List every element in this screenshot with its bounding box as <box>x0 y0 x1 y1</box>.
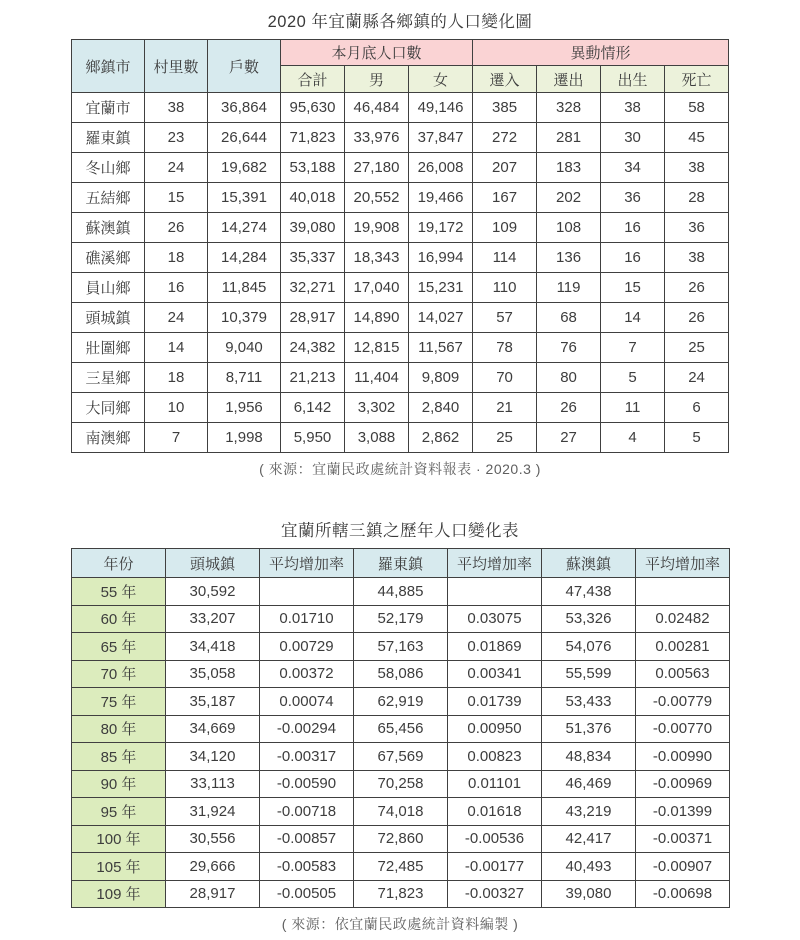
table-cell <box>636 578 730 606</box>
township-name-cell: 宜蘭市 <box>72 93 145 123</box>
table-cell: 37,847 <box>409 123 473 153</box>
year-cell: 85 年 <box>72 743 166 771</box>
table-cell: -0.00990 <box>636 743 730 771</box>
table-cell: -0.00779 <box>636 688 730 716</box>
township-name-cell: 頭城鎮 <box>72 303 145 333</box>
table-cell: 6 <box>665 393 729 423</box>
table-cell: -0.01399 <box>636 798 730 826</box>
table-cell: 42,417 <box>542 825 636 853</box>
year-cell: 55 年 <box>72 578 166 606</box>
table-cell: 183 <box>537 153 601 183</box>
table-cell: 10 <box>145 393 208 423</box>
table-cell: 55,599 <box>542 660 636 688</box>
table-cell: 0.02482 <box>636 605 730 633</box>
table-cell: 23 <box>145 123 208 153</box>
township-name-cell: 壯圍鄉 <box>72 333 145 363</box>
table-cell: 45 <box>665 123 729 153</box>
table-row <box>72 715 730 743</box>
table-cell: 24 <box>145 303 208 333</box>
table-row <box>72 853 730 881</box>
col-subheader: 死亡 <box>665 66 729 93</box>
table-cell: 36 <box>665 213 729 243</box>
township-name-cell: 三星鄉 <box>72 363 145 393</box>
table-cell: -0.00590 <box>260 770 354 798</box>
table-cell: 24,382 <box>281 333 345 363</box>
table-cell: 27 <box>537 423 601 453</box>
table-cell: 15 <box>601 273 665 303</box>
table1-header-row-1 <box>72 40 729 66</box>
table-cell: -0.00177 <box>448 853 542 881</box>
table-cell: 0.01710 <box>260 605 354 633</box>
table-cell: 10,379 <box>208 303 281 333</box>
table-cell: 1,998 <box>208 423 281 453</box>
table-row <box>72 303 729 333</box>
year-cell: 75 年 <box>72 688 166 716</box>
table-cell: 15,391 <box>208 183 281 213</box>
table-row <box>72 880 730 908</box>
table-row <box>72 605 730 633</box>
table-cell: 0.00563 <box>636 660 730 688</box>
table-cell: 34,669 <box>166 715 260 743</box>
table-cell: 26,644 <box>208 123 281 153</box>
table-row <box>72 153 729 183</box>
table-cell: 80 <box>537 363 601 393</box>
table-cell: 32,271 <box>281 273 345 303</box>
table-row <box>72 660 730 688</box>
year-cell: 80 年 <box>72 715 166 743</box>
year-cell: 95 年 <box>72 798 166 826</box>
table-cell: 48,834 <box>542 743 636 771</box>
year-cell: 70 年 <box>72 660 166 688</box>
table-cell: 16 <box>601 243 665 273</box>
township-name-cell: 五結鄉 <box>72 183 145 213</box>
table-cell: 6,142 <box>281 393 345 423</box>
table-cell: -0.00698 <box>636 880 730 908</box>
table-cell: 24 <box>145 153 208 183</box>
table-cell: 21,213 <box>281 363 345 393</box>
col-header: 平均增加率 <box>448 549 542 578</box>
table-cell: 53,433 <box>542 688 636 716</box>
table-row <box>72 578 730 606</box>
table-cell: 14,890 <box>345 303 409 333</box>
table-cell: 25 <box>473 423 537 453</box>
table-cell: 76 <box>537 333 601 363</box>
table-cell: 0.00074 <box>260 688 354 716</box>
table-cell: 52,179 <box>354 605 448 633</box>
table-cell: 4 <box>601 423 665 453</box>
table-cell: 29,666 <box>166 853 260 881</box>
table-cell: -0.00505 <box>260 880 354 908</box>
col-subheader: 女 <box>409 66 473 93</box>
table-cell: 70,258 <box>354 770 448 798</box>
table-cell: 0.01101 <box>448 770 542 798</box>
table-cell: 0.00372 <box>260 660 354 688</box>
table-cell: 34,120 <box>166 743 260 771</box>
table-cell: 58,086 <box>354 660 448 688</box>
table-cell: 26 <box>665 303 729 333</box>
table-cell: 38 <box>601 93 665 123</box>
table-cell: 0.03075 <box>448 605 542 633</box>
table-cell: 43,219 <box>542 798 636 826</box>
table-cell: 11,567 <box>409 333 473 363</box>
table-cell: -0.00371 <box>636 825 730 853</box>
township-name-cell: 冬山鄉 <box>72 153 145 183</box>
table-row <box>72 363 729 393</box>
table-cell: 18,343 <box>345 243 409 273</box>
col-header: 頭城鎮 <box>166 549 260 578</box>
table-cell: 14,274 <box>208 213 281 243</box>
table-cell: 53,188 <box>281 153 345 183</box>
table-cell: 51,376 <box>542 715 636 743</box>
table-cell: 95,630 <box>281 93 345 123</box>
table-cell: -0.00770 <box>636 715 730 743</box>
table-cell: 14,027 <box>409 303 473 333</box>
col-subheader: 出生 <box>601 66 665 93</box>
table-cell: 40,493 <box>542 853 636 881</box>
year-cell: 109 年 <box>72 880 166 908</box>
township-name-cell: 礁溪鄉 <box>72 243 145 273</box>
table-cell: -0.00907 <box>636 853 730 881</box>
table-cell: -0.00583 <box>260 853 354 881</box>
table-cell: 58 <box>665 93 729 123</box>
table2-source: ( 來源：依宜蘭民政處統計資料編製 ) <box>281 916 519 932</box>
year-cell: 90 年 <box>72 770 166 798</box>
table-cell: 26 <box>145 213 208 243</box>
township-name-cell: 大同鄉 <box>72 393 145 423</box>
table-cell: -0.00536 <box>448 825 542 853</box>
year-cell: 65 年 <box>72 633 166 661</box>
table-row <box>72 798 730 826</box>
table-cell: 67,569 <box>354 743 448 771</box>
table-cell: 36 <box>601 183 665 213</box>
table-cell: -0.00317 <box>260 743 354 771</box>
year-cell: 105 年 <box>72 853 166 881</box>
table-cell: 17,040 <box>345 273 409 303</box>
table-cell: 108 <box>537 213 601 243</box>
table-cell: 21 <box>473 393 537 423</box>
table-cell: 78 <box>473 333 537 363</box>
table-cell: 28,917 <box>166 880 260 908</box>
table-cell: 28,917 <box>281 303 345 333</box>
table-cell: 7 <box>145 423 208 453</box>
table-cell: 35,058 <box>166 660 260 688</box>
table-cell: 26 <box>537 393 601 423</box>
col-header: 平均增加率 <box>636 549 730 578</box>
table-cell: 30,556 <box>166 825 260 853</box>
table-cell: 0.00823 <box>448 743 542 771</box>
table-cell: 0.00341 <box>448 660 542 688</box>
table-cell: 34,418 <box>166 633 260 661</box>
table-cell: 44,885 <box>354 578 448 606</box>
table-cell: 38 <box>665 243 729 273</box>
table-row <box>72 393 729 423</box>
table-cell: 71,823 <box>354 880 448 908</box>
table-cell: 68 <box>537 303 601 333</box>
col-header: 平均增加率 <box>260 549 354 578</box>
table2-title: 宜蘭所轄三鎮之歷年人口變化表 <box>281 522 519 540</box>
table-row <box>72 273 729 303</box>
table-cell: 114 <box>473 243 537 273</box>
table-cell: 62,919 <box>354 688 448 716</box>
table-cell: 34 <box>601 153 665 183</box>
table-cell: 30,592 <box>166 578 260 606</box>
table-cell: 47,438 <box>542 578 636 606</box>
table-cell: 38 <box>145 93 208 123</box>
table-cell: 281 <box>537 123 601 153</box>
table-cell: 53,326 <box>542 605 636 633</box>
table-cell: 110 <box>473 273 537 303</box>
table-cell: -0.00857 <box>260 825 354 853</box>
table-cell: 20,552 <box>345 183 409 213</box>
table-cell <box>448 578 542 606</box>
table-cell: 49,146 <box>409 93 473 123</box>
col-subheader: 遷出 <box>537 66 601 93</box>
table-row <box>72 213 729 243</box>
table-cell: 40,018 <box>281 183 345 213</box>
table-cell: 167 <box>473 183 537 213</box>
table-cell: 19,908 <box>345 213 409 243</box>
table-cell: 0.01618 <box>448 798 542 826</box>
table-cell: 5,950 <box>281 423 345 453</box>
table-cell: 36,864 <box>208 93 281 123</box>
table-cell: 18 <box>145 243 208 273</box>
col-subheader: 男 <box>345 66 409 93</box>
table-cell: 0.00950 <box>448 715 542 743</box>
table-cell: 0.00281 <box>636 633 730 661</box>
table-cell: 57,163 <box>354 633 448 661</box>
col-subheader: 合計 <box>281 66 345 93</box>
table-cell: 272 <box>473 123 537 153</box>
table-cell: 12,815 <box>345 333 409 363</box>
col-subheader: 遷入 <box>473 66 537 93</box>
col-header: 羅東鎮 <box>354 549 448 578</box>
table-row <box>72 743 730 771</box>
year-cell: 100 年 <box>72 825 166 853</box>
table-cell: 18 <box>145 363 208 393</box>
table-cell: -0.00294 <box>260 715 354 743</box>
table-cell: 207 <box>473 153 537 183</box>
table-cell: 70 <box>473 363 537 393</box>
table-cell: 385 <box>473 93 537 123</box>
table-cell: 33,113 <box>166 770 260 798</box>
table-cell: 27,180 <box>345 153 409 183</box>
township-name-cell: 蘇澳鎮 <box>72 213 145 243</box>
table-cell: 57 <box>473 303 537 333</box>
table-cell: 0.01739 <box>448 688 542 716</box>
table-row <box>72 183 729 213</box>
table-row <box>72 243 729 273</box>
table-cell: 38 <box>665 153 729 183</box>
col-header: 年份 <box>72 549 166 578</box>
table-cell: 16 <box>145 273 208 303</box>
table-cell: 14 <box>601 303 665 333</box>
table-cell: 0.01869 <box>448 633 542 661</box>
table-cell: 33,207 <box>166 605 260 633</box>
section-gap <box>0 479 800 509</box>
col-header: 蘇澳鎮 <box>542 549 636 578</box>
table-cell: 35,187 <box>166 688 260 716</box>
table-cell: 31,924 <box>166 798 260 826</box>
table-cell: 109 <box>473 213 537 243</box>
table-cell: 3,088 <box>345 423 409 453</box>
table-cell: 11 <box>601 393 665 423</box>
table-cell: -0.00327 <box>448 880 542 908</box>
table-row <box>72 825 730 853</box>
table2-body <box>72 578 730 908</box>
table-cell: 72,860 <box>354 825 448 853</box>
table-cell: 54,076 <box>542 633 636 661</box>
population-change-table <box>71 39 729 453</box>
table-cell: 72,485 <box>354 853 448 881</box>
table-row <box>72 633 730 661</box>
col-header-township: 鄉鎮市 <box>72 40 145 93</box>
table-cell: 0.00729 <box>260 633 354 661</box>
table-cell: 136 <box>537 243 601 273</box>
table-cell: 16 <box>601 213 665 243</box>
table-cell: 15,231 <box>409 273 473 303</box>
table-cell: 71,823 <box>281 123 345 153</box>
table-cell: 39,080 <box>281 213 345 243</box>
table-row <box>72 333 729 363</box>
table-cell: 24 <box>665 363 729 393</box>
table-cell: 26 <box>665 273 729 303</box>
table-cell: 33,976 <box>345 123 409 153</box>
col-group-population: 本月底人口數 <box>281 40 473 66</box>
table-cell: 19,466 <box>409 183 473 213</box>
table-cell: 9,040 <box>208 333 281 363</box>
table-cell: 16,994 <box>409 243 473 273</box>
table1-title: 2020 年宜蘭縣各鄉鎮的人口變化圖 <box>267 13 533 31</box>
table-cell: 1,956 <box>208 393 281 423</box>
table1-body <box>72 93 729 453</box>
table-cell: 30 <box>601 123 665 153</box>
township-name-cell: 羅東鎮 <box>72 123 145 153</box>
table-cell: 39,080 <box>542 880 636 908</box>
table-cell: 9,809 <box>409 363 473 393</box>
year-cell: 60 年 <box>72 605 166 633</box>
table-cell: 74,018 <box>354 798 448 826</box>
table-cell: 65,456 <box>354 715 448 743</box>
table-cell: 28 <box>665 183 729 213</box>
table-cell: 2,840 <box>409 393 473 423</box>
col-group-change: 異動情形 <box>473 40 729 66</box>
table-cell: 2,862 <box>409 423 473 453</box>
township-name-cell: 南澳鄉 <box>72 423 145 453</box>
table-cell: 7 <box>601 333 665 363</box>
table-row <box>72 423 729 453</box>
col-header-households: 戶數 <box>208 40 281 93</box>
table1-source: ( 來源：宜蘭民政處統計資料報表 · 2020.3 ) <box>259 461 541 477</box>
table-cell: 26,008 <box>409 153 473 183</box>
table-cell: 15 <box>145 183 208 213</box>
table-row <box>72 123 729 153</box>
table-cell: 14,284 <box>208 243 281 273</box>
table-cell: 46,484 <box>345 93 409 123</box>
table2-header-row <box>72 549 730 578</box>
three-towns-history-table <box>71 548 730 908</box>
table-cell: 119 <box>537 273 601 303</box>
table-cell: 5 <box>665 423 729 453</box>
table-cell: 5 <box>601 363 665 393</box>
table-cell: -0.00718 <box>260 798 354 826</box>
township-name-cell: 員山鄉 <box>72 273 145 303</box>
table-cell: 46,469 <box>542 770 636 798</box>
table-cell: 3,302 <box>345 393 409 423</box>
table-cell: 202 <box>537 183 601 213</box>
table-cell: 11,404 <box>345 363 409 393</box>
table-cell: 19,682 <box>208 153 281 183</box>
table-cell: 8,711 <box>208 363 281 393</box>
table-cell: 35,337 <box>281 243 345 273</box>
table-cell: 25 <box>665 333 729 363</box>
table-row <box>72 688 730 716</box>
table-cell: 11,845 <box>208 273 281 303</box>
table-cell: 328 <box>537 93 601 123</box>
table-row <box>72 93 729 123</box>
table-cell <box>260 578 354 606</box>
table-cell: -0.00969 <box>636 770 730 798</box>
col-header-villages: 村里數 <box>145 40 208 93</box>
table-row <box>72 770 730 798</box>
table-cell: 19,172 <box>409 213 473 243</box>
table-cell: 14 <box>145 333 208 363</box>
